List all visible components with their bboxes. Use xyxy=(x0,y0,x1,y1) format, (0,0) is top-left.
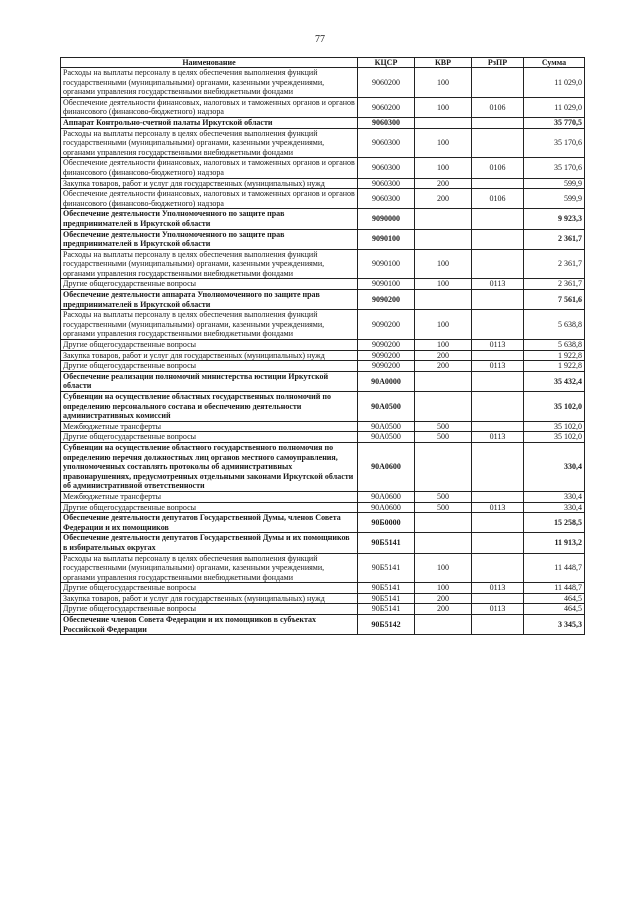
cell-kcsr: 9090200 xyxy=(358,310,415,340)
cell-name: Другие общегосударственные вопросы xyxy=(61,279,358,290)
cell-kvr: 200 xyxy=(415,189,472,209)
cell-kcsr: 9060300 xyxy=(358,158,415,178)
cell-name: Межбюджетные трансферты xyxy=(61,421,358,432)
cell-kcsr: 90Б5141 xyxy=(358,593,415,604)
cell-rzpr xyxy=(472,513,524,533)
cell-kcsr: 90А0500 xyxy=(358,432,415,443)
table-row xyxy=(61,209,585,229)
cell-kvr: 100 xyxy=(415,68,472,98)
cell-sum: 9 923,3 xyxy=(524,209,585,229)
cell-sum: 11 029,0 xyxy=(524,97,585,117)
table-row xyxy=(61,279,585,290)
cell-name: Другие общегосударственные вопросы xyxy=(61,361,358,372)
cell-rzpr xyxy=(472,350,524,361)
cell-kcsr: 90Б5141 xyxy=(358,533,415,553)
header-kvr: КВР xyxy=(415,58,472,68)
cell-name: Субвенции на осуществление областного государственного полномочия по определению перечня должностных лиц органов местного самоуправления, уполномоченных составлять протоколы об административных правонарушениях, предусмотренных отдельными законами Иркутской области об административной ответственности xyxy=(61,442,358,491)
cell-kvr: 100 xyxy=(415,158,472,178)
cell-rzpr xyxy=(472,128,524,158)
cell-rzpr xyxy=(472,593,524,604)
table-row xyxy=(61,491,585,502)
cell-sum: 11 448,7 xyxy=(524,583,585,594)
cell-sum: 5 638,8 xyxy=(524,310,585,340)
cell-kvr: 100 xyxy=(415,340,472,351)
cell-name: Межбюджетные трансферты xyxy=(61,491,358,502)
cell-kvr xyxy=(415,615,472,635)
cell-name: Другие общегосударственные вопросы xyxy=(61,502,358,513)
table-row xyxy=(61,340,585,351)
cell-kvr xyxy=(415,229,472,249)
cell-kcsr: 9090100 xyxy=(358,279,415,290)
cell-rzpr xyxy=(472,442,524,491)
cell-name: Обеспечение деятельности финансовых, налоговых и таможенных органов и органов финансового (финансово-бюджетного) надзора xyxy=(61,158,358,178)
table-body xyxy=(61,68,585,635)
table-row xyxy=(61,229,585,249)
cell-sum: 2 361,7 xyxy=(524,279,585,290)
cell-sum: 1 922,8 xyxy=(524,350,585,361)
cell-name: Другие общегосударственные вопросы xyxy=(61,583,358,594)
cell-kvr: 200 xyxy=(415,361,472,372)
table-row xyxy=(61,350,585,361)
table-row xyxy=(61,310,585,340)
cell-kvr xyxy=(415,392,472,422)
cell-kvr: 100 xyxy=(415,553,472,583)
table-row xyxy=(61,128,585,158)
cell-name: Расходы на выплаты персоналу в целях обеспечения выполнения функций государственными (муниципальными) органами, казенными учреждениями, органами управления государственными внебюджетными фондами xyxy=(61,249,358,279)
cell-sum: 464,5 xyxy=(524,604,585,615)
table-row xyxy=(61,178,585,189)
cell-sum: 330,4 xyxy=(524,491,585,502)
table-row xyxy=(61,593,585,604)
cell-kvr: 200 xyxy=(415,604,472,615)
cell-kcsr: 90Б5142 xyxy=(358,615,415,635)
cell-rzpr xyxy=(472,117,524,128)
table-row xyxy=(61,513,585,533)
cell-name: Обеспечение деятельности депутатов Государственной Думы, членов Совета Федерации и их помощников xyxy=(61,513,358,533)
table-row xyxy=(61,97,585,117)
cell-rzpr xyxy=(472,209,524,229)
cell-rzpr xyxy=(472,249,524,279)
cell-rzpr: 0113 xyxy=(472,279,524,290)
cell-kvr: 100 xyxy=(415,583,472,594)
cell-sum: 35 102,0 xyxy=(524,432,585,443)
cell-name: Закупка товаров, работ и услуг для государственных (муниципальных) нужд xyxy=(61,350,358,361)
cell-kcsr: 9090100 xyxy=(358,229,415,249)
cell-kcsr: 90А0500 xyxy=(358,421,415,432)
cell-name: Обеспечение деятельности Уполномоченного по защите прав предпринимателей в Иркутской области xyxy=(61,209,358,229)
cell-kvr: 100 xyxy=(415,97,472,117)
table-row xyxy=(61,615,585,635)
cell-kcsr: 90Б5141 xyxy=(358,553,415,583)
cell-kvr: 500 xyxy=(415,421,472,432)
cell-sum: 35 432,4 xyxy=(524,371,585,391)
cell-rzpr xyxy=(472,491,524,502)
cell-sum: 11 029,0 xyxy=(524,68,585,98)
budget-table xyxy=(60,57,585,635)
cell-kcsr: 90А0600 xyxy=(358,491,415,502)
cell-kcsr: 9060300 xyxy=(358,189,415,209)
cell-kcsr: 9090200 xyxy=(358,340,415,351)
cell-sum: 35 770,5 xyxy=(524,117,585,128)
cell-name: Другие общегосударственные вопросы xyxy=(61,432,358,443)
cell-kvr: 200 xyxy=(415,350,472,361)
cell-sum: 330,4 xyxy=(524,502,585,513)
cell-kvr: 500 xyxy=(415,491,472,502)
cell-kvr xyxy=(415,533,472,553)
cell-kcsr: 9060300 xyxy=(358,117,415,128)
table-row xyxy=(61,583,585,594)
cell-kcsr: 90Б5141 xyxy=(358,583,415,594)
cell-kvr xyxy=(415,371,472,391)
table-row xyxy=(61,158,585,178)
cell-name: Аппарат Контрольно-счетной палаты Иркутской области xyxy=(61,117,358,128)
table-row xyxy=(61,371,585,391)
table-row xyxy=(61,421,585,432)
cell-kvr xyxy=(415,209,472,229)
cell-rzpr: 0106 xyxy=(472,189,524,209)
cell-sum: 7 561,6 xyxy=(524,290,585,310)
table-row xyxy=(61,361,585,372)
cell-sum: 3 345,3 xyxy=(524,615,585,635)
cell-kcsr: 9090200 xyxy=(358,290,415,310)
cell-rzpr: 0113 xyxy=(472,432,524,443)
cell-rzpr xyxy=(472,553,524,583)
cell-sum: 5 638,8 xyxy=(524,340,585,351)
cell-rzpr: 0113 xyxy=(472,604,524,615)
cell-kvr: 100 xyxy=(415,128,472,158)
table-row xyxy=(61,604,585,615)
cell-kcsr: 9090200 xyxy=(358,350,415,361)
cell-sum: 15 258,5 xyxy=(524,513,585,533)
cell-name: Обеспечение членов Совета Федерации и их помощников в субъектах Российской Федерации xyxy=(61,615,358,635)
cell-name: Другие общегосударственные вопросы xyxy=(61,604,358,615)
cell-kcsr: 9090200 xyxy=(358,361,415,372)
cell-kvr xyxy=(415,290,472,310)
cell-kcsr: 90А0600 xyxy=(358,442,415,491)
header-kcsr: КЦСР xyxy=(358,58,415,68)
cell-rzpr: 0113 xyxy=(472,340,524,351)
cell-sum: 330,4 xyxy=(524,442,585,491)
table-row xyxy=(61,189,585,209)
cell-kvr: 500 xyxy=(415,432,472,443)
table-row xyxy=(61,432,585,443)
cell-sum: 2 361,7 xyxy=(524,249,585,279)
cell-rzpr xyxy=(472,533,524,553)
cell-name: Расходы на выплаты персоналу в целях обеспечения выполнения функций государственными (муниципальными) органами, казенными учреждениями, органами управления государственными внебюджетными фондами xyxy=(61,128,358,158)
table-row xyxy=(61,442,585,491)
cell-rzpr xyxy=(472,310,524,340)
cell-sum: 599,9 xyxy=(524,178,585,189)
cell-name: Расходы на выплаты персоналу в целях обеспечения выполнения функций государственными (муниципальными) органами, казенными учреждениями, органами управления государственными внебюджетными фондами xyxy=(61,553,358,583)
table-row xyxy=(61,290,585,310)
cell-name: Закупка товаров, работ и услуг для государственных (муниципальных) нужд xyxy=(61,593,358,604)
cell-name: Обеспечение деятельности Уполномоченного по защите прав предпринимателей в Иркутской области xyxy=(61,229,358,249)
cell-kcsr: 9090100 xyxy=(358,249,415,279)
cell-sum: 35 170,6 xyxy=(524,128,585,158)
header-sum: Сумма xyxy=(524,58,585,68)
cell-kcsr: 9060300 xyxy=(358,178,415,189)
cell-sum: 1 922,8 xyxy=(524,361,585,372)
cell-rzpr xyxy=(472,68,524,98)
cell-name: Обеспечение реализации полномочий министерства юстиции Иркутской области xyxy=(61,371,358,391)
cell-kcsr: 9060300 xyxy=(358,128,415,158)
cell-kcsr: 90А0000 xyxy=(358,371,415,391)
cell-rzpr: 0113 xyxy=(472,583,524,594)
cell-rzpr xyxy=(472,421,524,432)
cell-rzpr: 0113 xyxy=(472,361,524,372)
cell-kvr: 100 xyxy=(415,310,472,340)
table-row xyxy=(61,117,585,128)
table-row xyxy=(61,502,585,513)
cell-sum: 2 361,7 xyxy=(524,229,585,249)
cell-name: Другие общегосударственные вопросы xyxy=(61,340,358,351)
cell-kvr xyxy=(415,513,472,533)
cell-sum: 599,9 xyxy=(524,189,585,209)
cell-kvr xyxy=(415,442,472,491)
cell-rzpr xyxy=(472,178,524,189)
table-row xyxy=(61,533,585,553)
cell-kcsr: 90А0600 xyxy=(358,502,415,513)
cell-name: Расходы на выплаты персоналу в целях обеспечения выполнения функций государственными (муниципальными) органами, казенными учреждениями, органами управления государственными внебюджетными фондами xyxy=(61,310,358,340)
cell-name: Обеспечение деятельности финансовых, налоговых и таможенных органов и органов финансового (финансово-бюджетного) надзора xyxy=(61,189,358,209)
cell-kvr: 200 xyxy=(415,178,472,189)
table-row xyxy=(61,392,585,422)
cell-rzpr xyxy=(472,392,524,422)
table-row xyxy=(61,553,585,583)
cell-sum: 464,5 xyxy=(524,593,585,604)
cell-rzpr: 0113 xyxy=(472,502,524,513)
table-header-row xyxy=(61,58,585,68)
cell-name: Обеспечение деятельности депутатов Государственной Думы и их помощников в избирательных округах xyxy=(61,533,358,553)
header-rzpr: РзПР xyxy=(472,58,524,68)
cell-kvr: 200 xyxy=(415,593,472,604)
cell-kvr: 100 xyxy=(415,249,472,279)
cell-name: Обеспечение деятельности финансовых, налоговых и таможенных органов и органов финансового (финансово-бюджетного) надзора xyxy=(61,97,358,117)
table-row xyxy=(61,68,585,98)
cell-sum: 11 913,2 xyxy=(524,533,585,553)
cell-kvr xyxy=(415,117,472,128)
cell-sum: 35 102,0 xyxy=(524,392,585,422)
cell-rzpr xyxy=(472,290,524,310)
cell-name: Расходы на выплаты персоналу в целях обеспечения выполнения функций государственными (муниципальными) органами, казенными учреждениями, органами управления государственными внебюджетными фондами xyxy=(61,68,358,98)
cell-kvr: 100 xyxy=(415,279,472,290)
cell-kcsr: 90Б5141 xyxy=(358,604,415,615)
page-number: 77 xyxy=(315,34,325,45)
cell-name: Закупка товаров, работ и услуг для государственных (муниципальных) нужд xyxy=(61,178,358,189)
cell-kvr: 500 xyxy=(415,502,472,513)
table-row xyxy=(61,249,585,279)
cell-sum: 35 102,0 xyxy=(524,421,585,432)
cell-rzpr xyxy=(472,371,524,391)
cell-kcsr: 90Б0000 xyxy=(358,513,415,533)
cell-rzpr: 0106 xyxy=(472,97,524,117)
cell-name: Субвенции на осуществление областных государственных полномочий по определению персонального состава и обеспечению деятельности административных комиссий xyxy=(61,392,358,422)
cell-kcsr: 9060200 xyxy=(358,97,415,117)
header-name: Наименование xyxy=(61,58,358,68)
cell-sum: 35 170,6 xyxy=(524,158,585,178)
cell-kcsr: 9060200 xyxy=(358,68,415,98)
cell-kcsr: 90А0500 xyxy=(358,392,415,422)
cell-rzpr: 0106 xyxy=(472,158,524,178)
cell-sum: 11 448,7 xyxy=(524,553,585,583)
cell-name: Обеспечение деятельности аппарата Уполномоченного по защите прав предпринимателей в Иркутской области xyxy=(61,290,358,310)
cell-kcsr: 9090000 xyxy=(358,209,415,229)
cell-rzpr xyxy=(472,229,524,249)
cell-rzpr xyxy=(472,615,524,635)
